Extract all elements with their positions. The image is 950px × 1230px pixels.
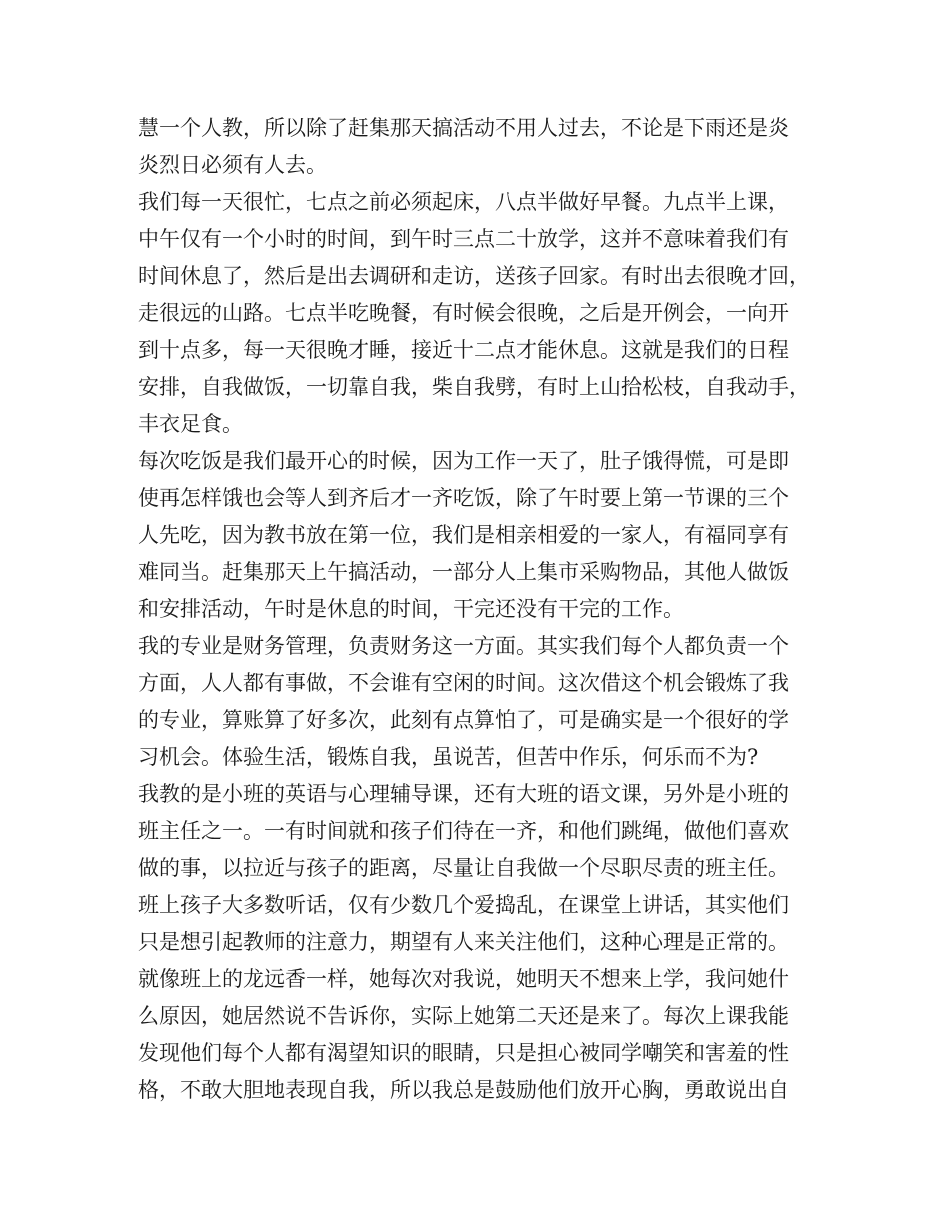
text-line: 走很远的山路。七点半吃晚餐，有时候会很晚，之后是开例会，一向开 — [138, 301, 789, 325]
text-line: 就像班上的龙远香一样，她每次对我说，她明天不想来上学，我问她什 — [138, 967, 789, 991]
text-line: 人先吃，因为教书放在第一位，我们是相亲相爱的一家人，有福同享有 — [138, 523, 789, 547]
text-line: 班上孩子大多数听话，仅有少数几个爱捣乱，在课堂上讲话，其实他们 — [138, 893, 789, 917]
text-line: 发现他们每个人都有渴望知识的眼睛，只是担心被同学嘲笑和害羞的性 — [138, 1041, 789, 1065]
text-line: 难同当。赶集那天上午搞活动，一部分人上集市采购物品，其他人做饭 — [138, 560, 789, 584]
text-line: 我们每一天很忙，七点之前必须起床，八点半做好早餐。九点半上课， — [138, 190, 789, 214]
text-line: 炎烈日必须有人去。 — [138, 153, 327, 177]
text-line: 和安排活动，午时是休息的时间，干完还没有干完的工作。 — [138, 597, 684, 621]
text-line: 只是想引起教师的注意力，期望有人来关注他们，这种心理是正常的。 — [138, 930, 789, 954]
text-line: 习机会。体验生活，锻炼自我，虽说苦，但苦中作乐，何乐而不为? — [138, 745, 759, 769]
text-line: 使再怎样饿也会等人到齐后才一齐吃饭，除了午时要上第一节课的三个 — [138, 486, 789, 510]
text-line: 丰衣足食。 — [138, 412, 243, 436]
text-line: 我教的是小班的英语与心理辅导课，还有大班的语文课，另外是小班的 — [138, 782, 789, 806]
text-line: 我的专业是财务管理，负责财务这一方面。其实我们每个人都负责一个 — [138, 634, 789, 658]
text-line: 每次吃饭是我们最开心的时候，因为工作一天了，肚子饿得慌，可是即 — [138, 449, 789, 473]
text-line: 么原因，她居然说不告诉你，实际上她第二天还是来了。每次上课我能 — [138, 1004, 789, 1028]
text-line: 慧一个人教，所以除了赶集那天搞活动不用人过去，不论是下雨还是炎 — [138, 116, 789, 140]
text-line: 安排，自我做饭，一切靠自我，柴自我劈，有时上山拾松枝，自我动手， — [138, 375, 810, 399]
text-line: 到十点多，每一天很晚才睡，接近十二点才能休息。这就是我们的日程 — [138, 338, 789, 362]
text-line: 中午仅有一个小时的时间，到午时三点二十放学，这并不意味着我们有 — [138, 227, 789, 251]
text-line: 班主任之一。一有时间就和孩子们待在一齐，和他们跳绳，做他们喜欢 — [138, 819, 789, 843]
text-line: 方面，人人都有事做，不会谁有空闲的时间。这次借这个机会锻炼了我 — [138, 671, 789, 695]
body-text — [138, 110, 818, 1109]
text-line: 做的事，以拉近与孩子的距离，尽量让自我做一个尽职尽责的班主任。 — [138, 856, 789, 880]
text-line: 时间休息了，然后是出去调研和走访，送孩子回家。有时出去很晚才回， — [138, 264, 810, 288]
text-line: 格，不敢大胆地表现自我，所以我总是鼓励他们放开心胸，勇敢说出自 — [138, 1078, 789, 1102]
text-line: 的专业，算账算了好多次，此刻有点算怕了，可是确实是一个很好的学 — [138, 708, 789, 732]
